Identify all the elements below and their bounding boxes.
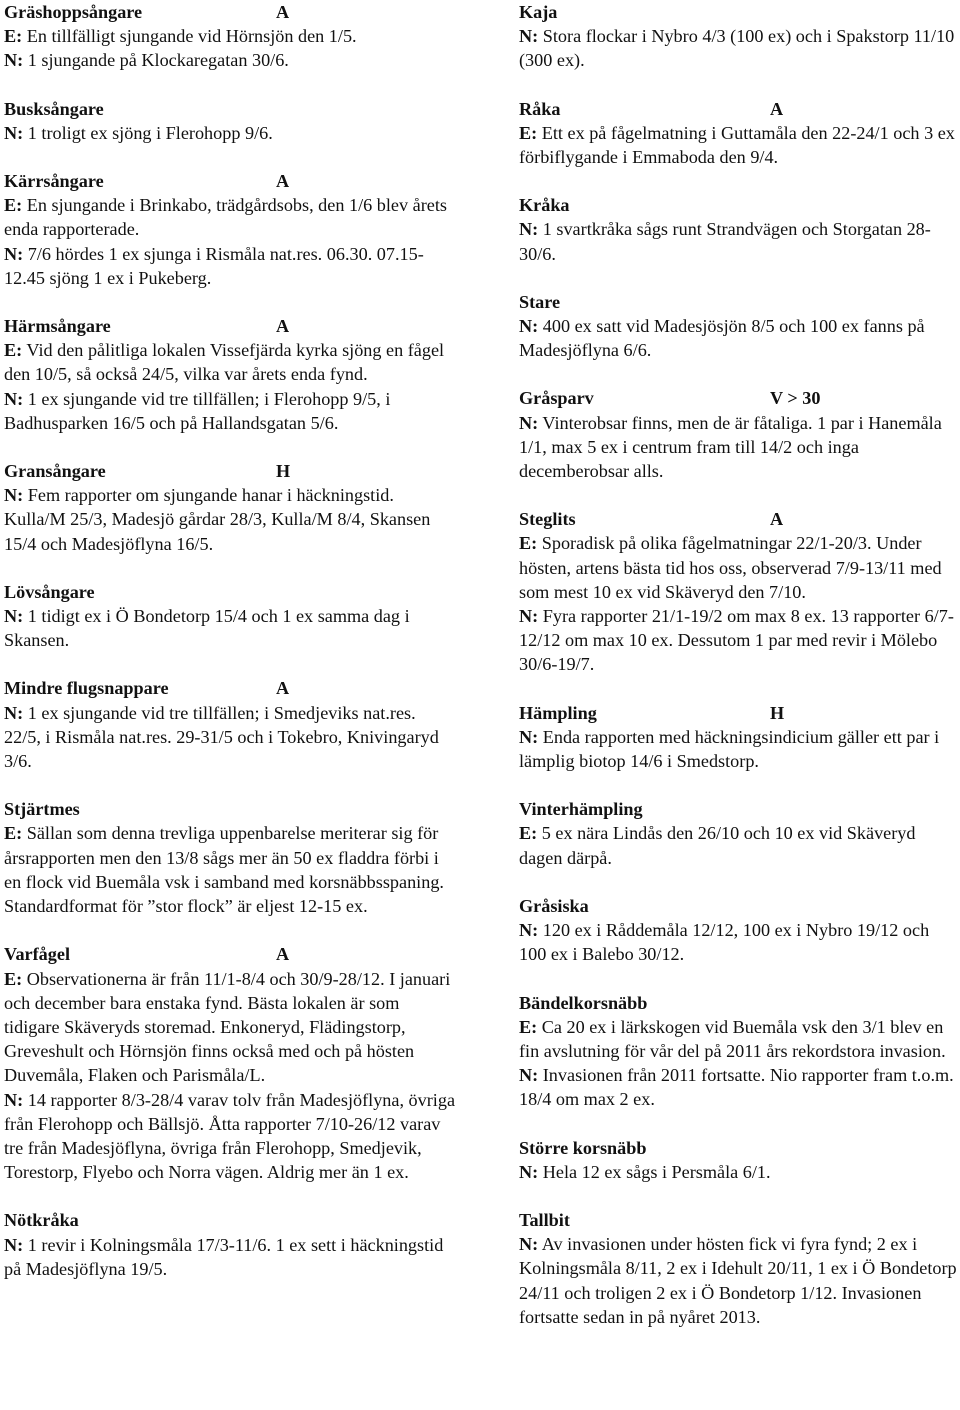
species-name: Stare xyxy=(519,291,561,312)
species-entry xyxy=(519,386,959,483)
status-code: A xyxy=(276,316,290,337)
status-code: H xyxy=(770,702,785,723)
species-header xyxy=(519,797,959,821)
observation-text xyxy=(4,387,456,435)
region-label: N: xyxy=(4,122,24,143)
region-label: E: xyxy=(519,1016,538,1037)
region-label: E: xyxy=(4,195,23,216)
observation-text xyxy=(4,121,456,145)
species-name: Steglits xyxy=(519,509,576,530)
region-label: N: xyxy=(519,1161,539,1182)
region-label: E: xyxy=(4,340,23,361)
status-code: A xyxy=(276,944,290,965)
region-label: N: xyxy=(4,606,24,627)
species-name: Härmsångare xyxy=(4,316,111,337)
species-entry xyxy=(519,0,959,73)
species-name: Gransångare xyxy=(4,461,106,482)
region-label: E: xyxy=(519,533,538,554)
species-entry xyxy=(4,0,456,73)
observation-text xyxy=(4,604,456,652)
species-entry xyxy=(4,97,456,145)
observation-body: Vid den pålitliga lokalen Vissefjärda kyrka sjöng en fågel den 10/5, så också 24/5, vilka var årets enda fynd. xyxy=(4,340,445,385)
species-name: Bändelkorsnäbb xyxy=(519,992,648,1013)
observation-body: 5 ex nära Lindås den 26/10 och 10 ex vid Skäveryd dagen därpå. xyxy=(519,823,916,868)
species-header xyxy=(4,797,456,821)
species-entry xyxy=(519,97,959,170)
region-label: E: xyxy=(4,26,23,47)
observation-text xyxy=(4,483,456,556)
observation-text xyxy=(4,193,456,241)
observation-body: Standardformat för ”stor flock” är eljest 12-15 ex. xyxy=(4,896,368,917)
region-label: N: xyxy=(519,1234,539,1255)
observation-body: 1 sjungande på Klockaregatan 30/6. xyxy=(23,50,289,71)
observation-text xyxy=(4,967,456,1088)
observation-text xyxy=(4,821,456,894)
species-header xyxy=(4,169,456,193)
species-name: Hämpling xyxy=(519,702,597,723)
species-header xyxy=(519,1208,959,1232)
status-code: A xyxy=(276,2,290,22)
observation-body: Fyra rapporter 21/1-19/2 om max 8 ex. 13 rapporter 6/7-12/12 om max 10 ex. Dessutom 1 par med revir i Mölebo 30/6-19/7. xyxy=(519,606,954,675)
species-header xyxy=(4,1208,456,1232)
region-label: N: xyxy=(519,412,539,433)
species-header xyxy=(4,676,456,700)
species-entry xyxy=(4,676,456,773)
region-label: N: xyxy=(519,1065,539,1086)
region-label: N: xyxy=(4,485,24,506)
observation-body: 1 tidigt ex i Ö Bondetorp 15/4 och 1 ex samma dag i Skansen. xyxy=(4,606,410,651)
region-label: N: xyxy=(519,726,539,747)
region-label: N: xyxy=(4,50,24,71)
species-header xyxy=(519,193,959,217)
observation-body: En tillfälligt sjungande vid Hörnsjön den 1/5. xyxy=(22,26,357,47)
region-label: N: xyxy=(519,316,539,337)
region-label: N: xyxy=(4,1089,24,1110)
observation-body: Vinterobsar finns, men de är fåtaliga. 1 par i Hanemåla 1/1, max 5 ex i centrum fram till 14/2 och inga decemberobsar alls. xyxy=(519,412,942,482)
region-label: E: xyxy=(4,968,23,989)
observation-text xyxy=(4,894,456,918)
region-label: N: xyxy=(4,243,24,264)
observation-body: 1 ex sjungande vid tre tillfällen; i Flerohopp 9/5, i Badhusparken 16/5 och på Hallandsgatan 5/6. xyxy=(4,388,391,433)
species-entry xyxy=(519,290,959,363)
observation-text xyxy=(4,24,456,48)
region-label: E: xyxy=(4,823,23,844)
observation-text xyxy=(519,217,959,265)
observation-text xyxy=(519,1063,959,1111)
region-label: N: xyxy=(519,219,539,240)
species-entry xyxy=(519,797,959,870)
species-entry xyxy=(519,991,959,1112)
observation-body: Av invasionen under hösten fick vi fyra fynd; 2 ex i Kolningsmåla 8/11, 2 ex i Idehult 20/11, 1 ex i Ö Bondetorp 24/11 och troligen 2 ex i Ö Bondetorp 1/12. Invasionen fortsatte sedan in på nyåret 2013. xyxy=(519,1234,957,1327)
species-name: Råka xyxy=(519,98,561,119)
species-entry xyxy=(519,894,959,967)
observation-body: Ca 20 ex i lärkskogen vid Buemåla vsk den 3/1 blev en fin avslutning för vår del på 2011 års rekordstora invasion. xyxy=(519,1016,946,1061)
species-name: Kråka xyxy=(519,195,570,216)
right-column xyxy=(519,0,959,1353)
species-entry xyxy=(4,797,456,918)
species-name: Busksångare xyxy=(4,98,104,119)
observation-body: Invasionen från 2011 fortsatte. Nio rapporter fram t.o.m. 18/4 om max 2 ex. xyxy=(519,1065,954,1110)
observation-body: 400 ex satt vid Madesjösjön 8/5 och 100 ex fanns på Madesjöflyna 6/6. xyxy=(519,316,925,361)
species-name: Lövsångare xyxy=(4,581,95,602)
observation-text xyxy=(519,121,959,169)
status-code: A xyxy=(276,678,290,699)
species-header xyxy=(4,97,456,121)
observation-text xyxy=(519,24,959,72)
species-name: Stjärtmes xyxy=(4,799,80,820)
observation-body: Ett ex på fågelmatning i Guttamåla den 22-24/1 och 3 ex förbiflygande i Emmaboda den 9/4. xyxy=(519,122,955,168)
observation-text xyxy=(519,411,959,484)
species-header xyxy=(519,991,959,1015)
species-entry xyxy=(4,580,456,653)
species-header xyxy=(519,507,959,531)
species-header xyxy=(4,459,456,483)
region-label: N: xyxy=(4,388,24,409)
species-header xyxy=(519,290,959,314)
observation-text xyxy=(519,1160,959,1184)
species-entry xyxy=(519,1208,959,1329)
observation-body: Stora flockar i Nybro 4/3 (100 ex) och i Spakstorp 11/10 (300 ex). xyxy=(519,26,955,71)
region-label: E: xyxy=(519,122,538,143)
region-label: N: xyxy=(519,26,539,47)
species-entry xyxy=(4,459,456,556)
species-header xyxy=(519,1136,959,1160)
species-entry xyxy=(519,507,959,676)
observation-body: 1 revir i Kolningsmåla 17/3-11/6. 1 ex sett i häckningstid på Madesjöflyna 19/5. xyxy=(4,1234,444,1279)
observation-text xyxy=(519,1232,959,1329)
species-entry xyxy=(4,1208,456,1281)
status-code: H xyxy=(276,461,291,482)
region-label: N: xyxy=(519,606,539,627)
status-code: A xyxy=(770,98,784,119)
observation-text xyxy=(4,1233,456,1281)
observation-body: 14 rapporter 8/3-28/4 varav tolv från Madesjöflyna, övriga från Flerohopp och Bällsjö. Åtta rapporter 7/10-26/12 varav tre från Madesjöflyna, övriga från Flerohopp, Smedjevik, Torestorp, Flyebo och Norra vägen. Aldrig mer än 1 ex. xyxy=(4,1089,456,1183)
observation-text xyxy=(519,531,959,604)
species-entry xyxy=(4,942,456,1184)
species-name: Gråsparv xyxy=(519,388,594,409)
species-name: Större korsnäbb xyxy=(519,1137,647,1158)
region-label: N: xyxy=(4,702,24,723)
observation-body: Enda rapporten med häckningsindicium gäller ett par i lämplig biotop 14/6 i Smedstorp. xyxy=(519,726,940,772)
species-name: Varfågel xyxy=(4,944,70,965)
species-header xyxy=(4,314,456,338)
status-code: V > 30 xyxy=(770,388,821,409)
observation-text xyxy=(4,242,456,290)
observation-body: Sällan som denna trevliga uppenbarelse meriterar sig för årsrapporten men den 13/8 sågs mer än 50 ex fladdra förbi i en flock vid Buemåla vsk i samband med korsnäbbsspaning. xyxy=(4,823,444,892)
species-name: Gräshoppsångare xyxy=(4,2,143,22)
observation-text xyxy=(519,314,959,362)
species-header xyxy=(519,386,959,410)
status-code: A xyxy=(276,171,290,192)
species-header xyxy=(4,942,456,966)
species-name: Mindre flugsnappare xyxy=(4,678,169,699)
left-column xyxy=(4,0,456,1305)
observation-body: 120 ex i Råddemåla 12/12, 100 ex i Nybro 19/12 och 100 ex i Balebo 30/12. xyxy=(519,920,930,965)
species-header xyxy=(519,97,959,121)
observation-body: Hela 12 ex sågs i Persmåla 6/1. xyxy=(538,1161,771,1182)
observation-body: Observationerna är från 11/1-8/4 och 30/9-28/12. I januari och december bara enstaka fynd. Bästa lokalen är som tidigare Skäveryds storemad. Enkoneryd, Flädingstorp, Greveshult och Hörnsjön finns också med och på hösten Duvemåla, Flaken och Parismåla/L. xyxy=(4,968,451,1086)
species-name: Gråsiska xyxy=(519,895,589,916)
species-name: Vinterhämpling xyxy=(519,799,643,820)
observation-body: 7/6 hördes 1 ex sjunga i Rismåla nat.res. 06.30. 07.15-12.45 sjöng 1 ex i Pukeberg. xyxy=(4,243,424,288)
species-header xyxy=(4,0,456,24)
observation-text xyxy=(519,604,959,677)
species-name: Kaja xyxy=(519,2,558,22)
observation-text xyxy=(519,1015,959,1063)
observation-text xyxy=(519,821,959,869)
observation-body: 1 troligt ex sjöng i Flerohopp 9/6. xyxy=(23,122,273,143)
observation-body: Fem rapporter om sjungande hanar i häckningstid. Kulla/M 25/3, Madesjö gårdar 28/3, Kulla/M 8/4, Skansen 15/4 och Madesjöflyna 16/5. xyxy=(4,485,431,554)
species-name: Nötkråka xyxy=(4,1210,79,1231)
observation-text xyxy=(519,918,959,966)
observation-body: 1 svartkråka sågs runt Strandvägen och Storgatan 28-30/6. xyxy=(519,219,931,264)
species-entry xyxy=(4,169,456,290)
observation-text xyxy=(519,725,959,773)
species-entry xyxy=(519,193,959,266)
species-entry xyxy=(519,1136,959,1184)
region-label: E: xyxy=(519,823,538,844)
observation-text xyxy=(4,1088,456,1185)
species-header xyxy=(519,0,959,24)
observation-text xyxy=(4,48,456,72)
observation-body: 1 ex sjungande vid tre tillfällen; i Smedjeviks nat.res. 22/5, i Rismåla nat.res. 29-31/5 och i Tokebro, Knivingaryd 3/6. xyxy=(4,702,439,772)
species-name: Tallbit xyxy=(519,1209,570,1230)
region-label: N: xyxy=(4,1234,24,1255)
observation-body: En sjungande i Brinkabo, trädgårdsobs, den 1/6 blev årets enda rapporterade. xyxy=(4,195,447,240)
observation-text xyxy=(4,701,456,774)
species-header xyxy=(519,894,959,918)
species-header xyxy=(4,580,456,604)
region-label: N: xyxy=(519,920,539,941)
observation-body: Sporadisk på olika fågelmatningar 22/1-20/3. Under hösten, artens bästa tid hos oss, observerad 7/9-13/11 med som mest 10 ex vid Skäveryd den 7/10. xyxy=(519,533,942,602)
status-code: A xyxy=(770,509,784,530)
species-header xyxy=(519,701,959,725)
observation-text xyxy=(4,338,456,386)
species-entry xyxy=(4,314,456,435)
species-entry xyxy=(519,701,959,774)
species-name: Kärrsångare xyxy=(4,171,104,192)
